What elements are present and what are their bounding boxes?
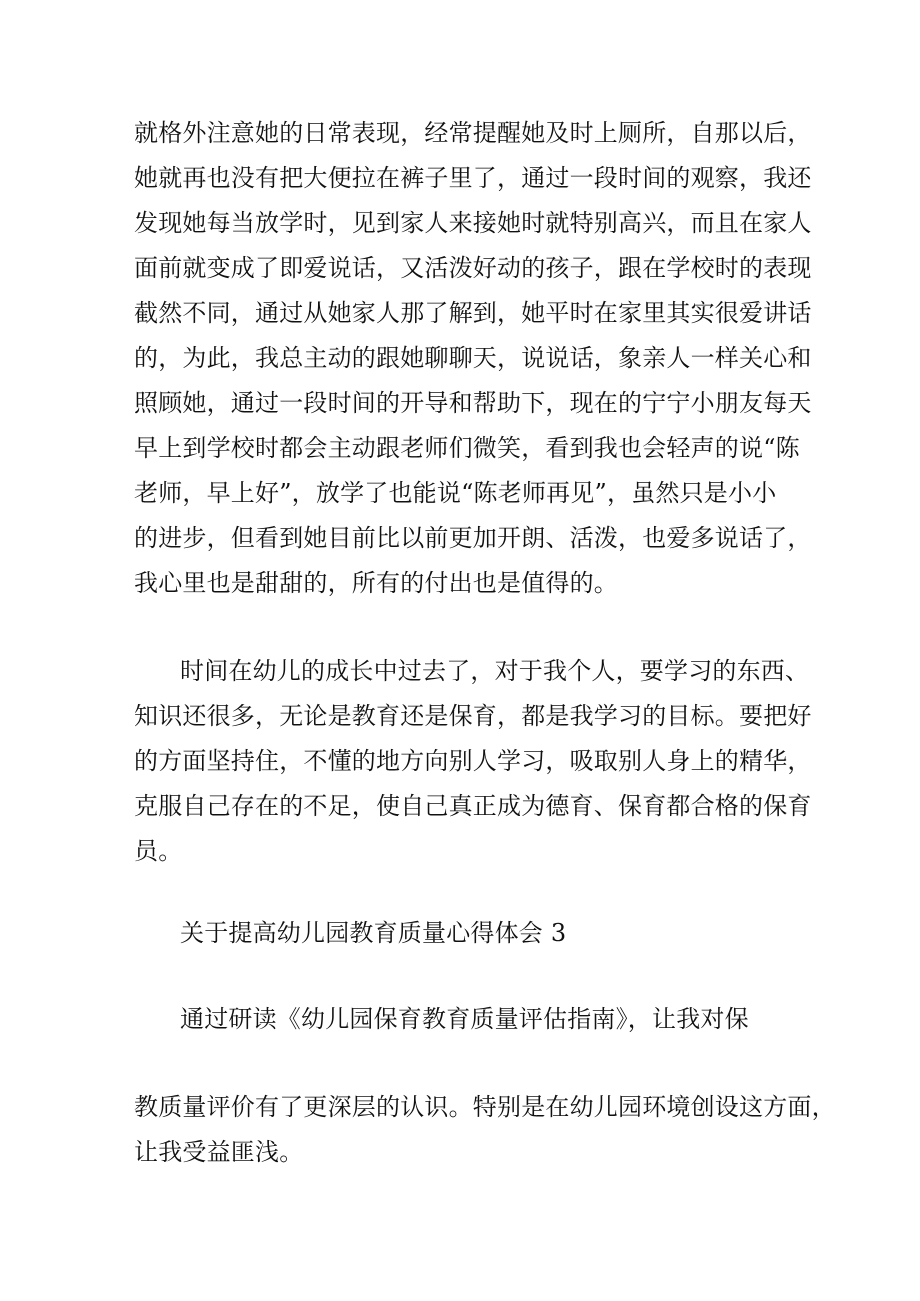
text-line: 发现她每当放学时，见到家人来接她时就特别高兴，而且在家人 bbox=[134, 209, 812, 237]
text-line: 的进步，但看到她目前比以前更加开朗、活泼，也爱多说话了， bbox=[134, 524, 812, 552]
text-line: 她就再也没有把大便拉在裤子里了，通过一段时间的观察，我还 bbox=[134, 164, 812, 192]
text-line: 的方面坚持住，不懂的地方向别人学习，吸取别人身上的精华， bbox=[134, 747, 812, 775]
section-heading: 关于提高幼儿园教育质量心得体会 3 bbox=[180, 919, 567, 947]
text-line: 通过研读《幼儿园保育教育质量评估指南》，让我对保 bbox=[180, 1005, 749, 1033]
text-line: 我心里也是甜甜的，所有的付出也是值得的。 bbox=[134, 569, 618, 597]
text-line: 面前就变成了即爱说话，又活泼好动的孩子，跟在学校时的表现 bbox=[134, 254, 812, 282]
text-line: 员。 bbox=[134, 837, 183, 865]
text-line: 知识还很多，无论是教育还是保育，都是我学习的目标。要把好 bbox=[134, 702, 812, 730]
text-line: 的，为此，我总主动的跟她聊聊天，说说话，象亲人一样关心和 bbox=[134, 344, 812, 372]
text-line: 时间在幼儿的成长中过去了，对于我个人，要学习的东西、 bbox=[180, 657, 810, 685]
text-line: 让我受益匪浅。 bbox=[134, 1138, 304, 1166]
text-line: 老师，早上好”，放学了也能说“陈老师再见”，虽然只是小小 bbox=[134, 479, 777, 507]
text-line: 教质量评价有了更深层的认识。特别是在幼儿园环境创设这方面， bbox=[134, 1093, 836, 1121]
text-line: 克服自己存在的不足，使自己真正成为德育、保育都合格的保育 bbox=[134, 792, 812, 820]
text-line: 照顾她，通过一段时间的开导和帮助下，现在的宁宁小朋友每天 bbox=[134, 389, 812, 417]
text-line: 早上到学校时都会主动跟老师们微笑，看到我也会轻声的说“陈 bbox=[134, 434, 800, 462]
text-line: 截然不同，通过从她家人那了解到，她平时在家里其实很爱讲话 bbox=[134, 299, 812, 327]
text-line: 就格外注意她的日常表现，经常提醒她及时上厕所，自那以后， bbox=[134, 119, 812, 147]
